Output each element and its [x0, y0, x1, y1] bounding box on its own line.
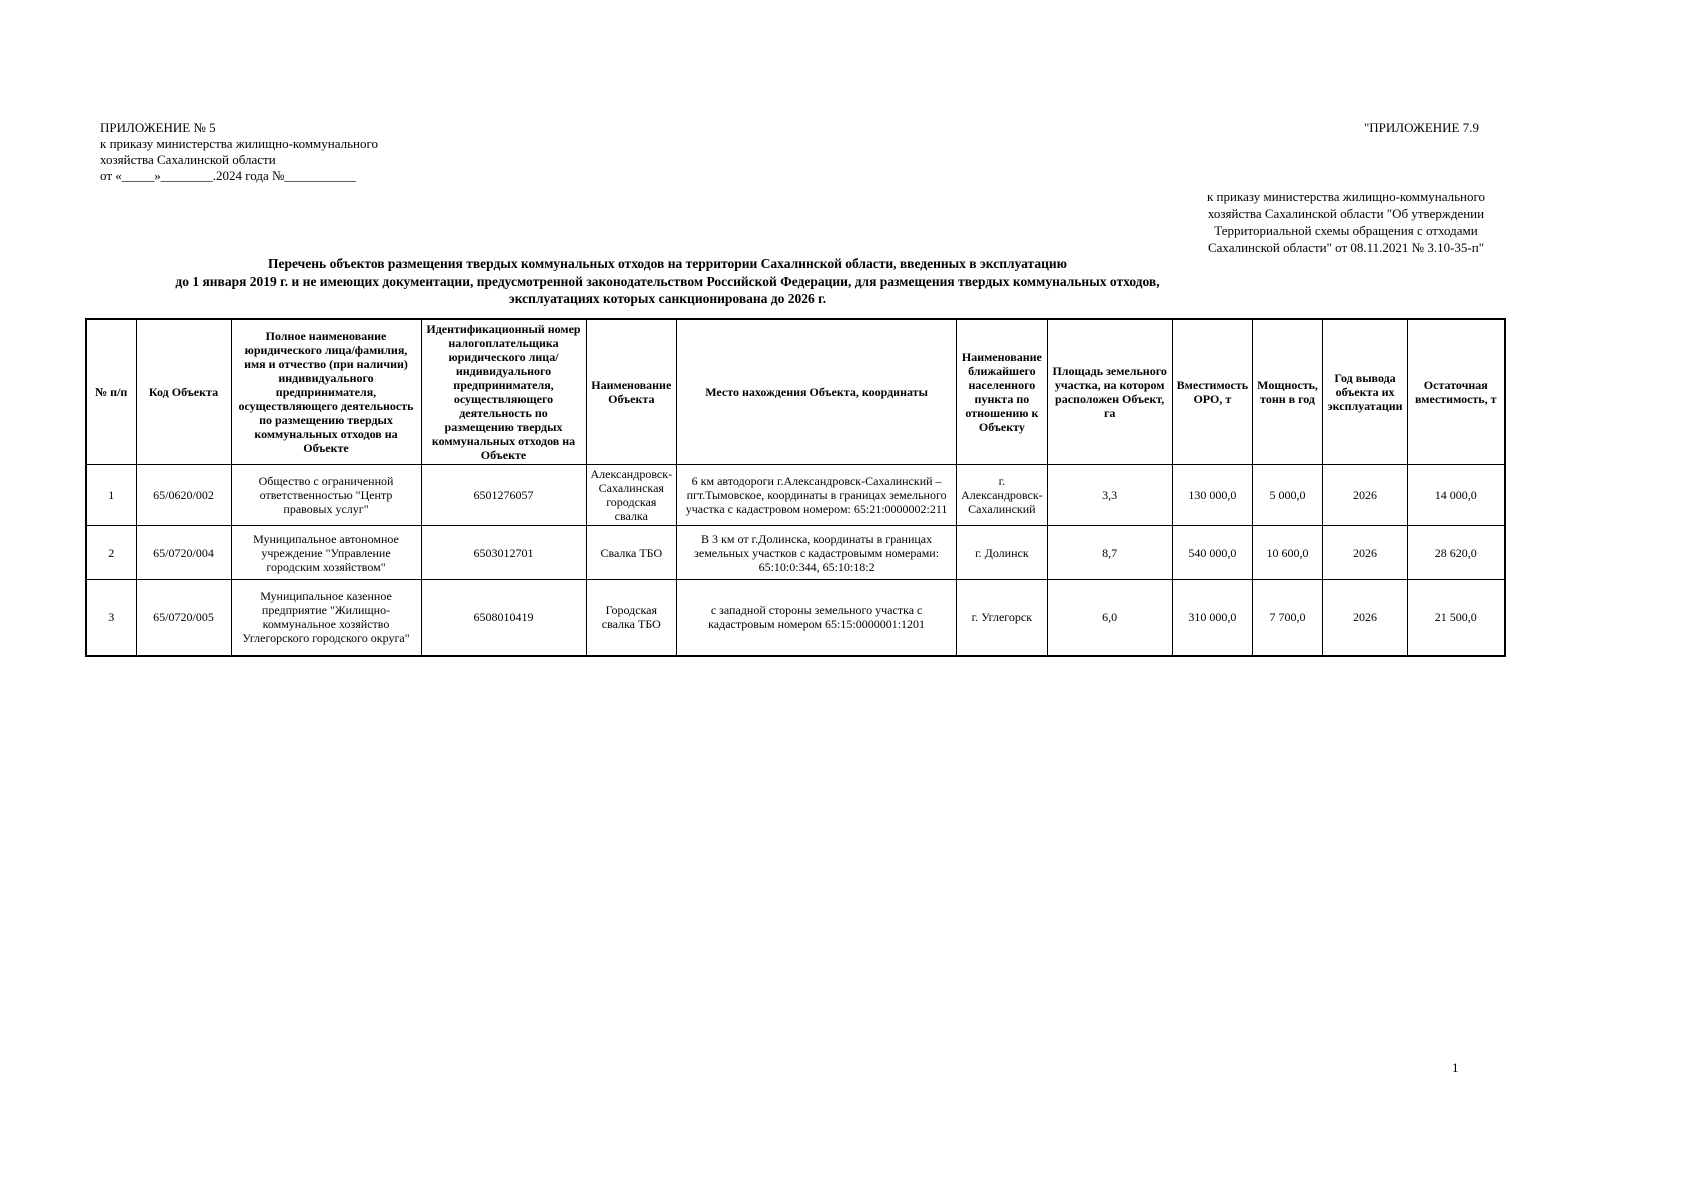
table-row-1 — [86, 465, 1505, 526]
document-title-line-2: до 1 января 2019 г. и не имеющих документации, предусмотренной законодательством Российской Федерации, для размещения твердых коммунальных отходов, — [175, 273, 1160, 289]
table-cell: 6 км автодороги г.Александровск-Сахалинский –пгт.Тымовское, координаты в границах земельного участка с кадастровом номером: 65:21:0000002:211 — [677, 465, 957, 526]
table-cell: 21 500,0 — [1408, 580, 1505, 656]
table-cell: 5 000,0 — [1253, 465, 1323, 526]
table-row-2 — [86, 526, 1505, 580]
appendix-left-line-4: от «_____»________.2024 года №___________ — [100, 168, 356, 183]
page-number: 1 — [1452, 1060, 1459, 1075]
table-header-row — [86, 319, 1505, 465]
column-header-2: Код Объекта — [136, 319, 231, 465]
document-title-line-3: эксплуатациях которых санкционирована до 2026 г. — [508, 291, 827, 306]
table-cell: 7 700,0 — [1253, 580, 1323, 656]
table-cell: 6,0 — [1047, 580, 1172, 656]
table-cell: Городская свалка ТБО — [586, 580, 677, 656]
table-cell: 3,3 — [1047, 465, 1172, 526]
table-cell: 14 000,0 — [1408, 465, 1505, 526]
table-cell: 130 000,0 — [1172, 465, 1252, 526]
table-cell: 6501276057 — [421, 465, 586, 526]
table-cell: 2026 — [1323, 580, 1408, 656]
appendix-right-label: "ПРИЛОЖЕНИЕ 7.9 — [1363, 120, 1479, 135]
order-reference-line-2: хозяйства Сахалинской области "Об утверждении — [1207, 206, 1485, 221]
table-cell: 1 — [86, 465, 136, 526]
appendix-left-line-2: к приказу министерства жилищно-коммунального — [100, 136, 379, 151]
table-cell: г. Александровск-Сахалинский — [957, 465, 1048, 526]
order-reference-block — [1207, 188, 1485, 256]
column-header-6: Место нахождения Объекта, координаты — [677, 319, 957, 465]
table-cell: Свалка ТБО — [586, 526, 677, 580]
table-cell: с западной стороны земельного участка с кадастровым номером 65:15:0000001:1201 — [677, 580, 957, 656]
table-row-3 — [86, 580, 1505, 656]
table-cell: 10 600,0 — [1253, 526, 1323, 580]
table-cell: 2026 — [1323, 465, 1408, 526]
table-cell: 8,7 — [1047, 526, 1172, 580]
order-reference-line-3: Территориальной схемы обращения с отходами — [1214, 223, 1478, 238]
table-cell: 28 620,0 — [1408, 526, 1505, 580]
table-cell: 310 000,0 — [1172, 580, 1252, 656]
table-cell: Муниципальное казенное предприятие "Жилищно-коммунальное хозяйство Углегорского городского округа" — [231, 580, 421, 656]
table-cell: Муниципальное автономное учреждение "Управление городским хозяйством" — [231, 526, 421, 580]
column-header-12: Остаточная вместимость, т — [1408, 319, 1505, 465]
order-reference-line-4: Сахалинской области" от 08.11.2021 № 3.10-35-п" — [1207, 240, 1485, 255]
table-cell: В 3 км от г.Долинска, координаты в границах земельных участков с кадастровымм номерами: 65:10:0:344, 65:10:18:2 — [677, 526, 957, 580]
column-header-9: Вместимость ОРО, т — [1172, 319, 1252, 465]
column-header-4: Идентификационный номер налогоплательщика юридического лица/ индивидуального предпринимателя, осуществляющего деятельность по размещению твердых коммунальных отходов на Объекте — [421, 319, 586, 465]
appendix-left-line-3: хозяйства Сахалинской области — [100, 152, 276, 167]
table-cell: 6503012701 — [421, 526, 586, 580]
column-header-11: Год вывода объекта их эксплуатации — [1323, 319, 1408, 465]
column-header-1: № п/п — [86, 319, 136, 465]
table-cell: 2026 — [1323, 526, 1408, 580]
column-header-3: Полное наименование юридического лица/фамилия, имя и отчество (при наличии) индивидуального предпринимателя, осуществляющего деятельность по размещению твердых коммунальных отходов на Объекте — [231, 319, 421, 465]
table-cell: Общество с ограниченной ответственностью "Центр правовых услуг" — [231, 465, 421, 526]
table-cell: 65/0620/002 — [136, 465, 231, 526]
table-cell: 6508010419 — [421, 580, 586, 656]
order-reference-line-1: к приказу министерства жилищно-коммунального — [1206, 189, 1485, 204]
document-title — [85, 255, 1250, 308]
waste-objects-table — [85, 318, 1506, 657]
table-cell: 65/0720/004 — [136, 526, 231, 580]
column-header-8: Площадь земельного участка, на котором расположен Объект, га — [1047, 319, 1172, 465]
table-cell: 65/0720/005 — [136, 580, 231, 656]
table-body — [86, 465, 1505, 656]
table-cell: 3 — [86, 580, 136, 656]
appendix-block-left — [100, 120, 378, 184]
table-cell: г. Углегорск — [957, 580, 1048, 656]
table-cell: г. Долинск — [957, 526, 1048, 580]
column-header-10: Мощность, тонн в год — [1253, 319, 1323, 465]
table-cell: Александровск-Сахалинская городская свалка — [586, 465, 677, 526]
column-header-5: Наименование Объекта — [586, 319, 677, 465]
appendix-left-line-1: ПРИЛОЖЕНИЕ № 5 — [100, 120, 216, 135]
table-cell: 540 000,0 — [1172, 526, 1252, 580]
document-title-line-1: Перечень объектов размещения твердых коммунальных отходов на территории Сахалинской области, введенных в эксплуатацию — [268, 256, 1067, 271]
table-cell: 2 — [86, 526, 136, 580]
column-header-7: Наименование ближайшего населенного пункта по отношению к Объекту — [957, 319, 1048, 465]
